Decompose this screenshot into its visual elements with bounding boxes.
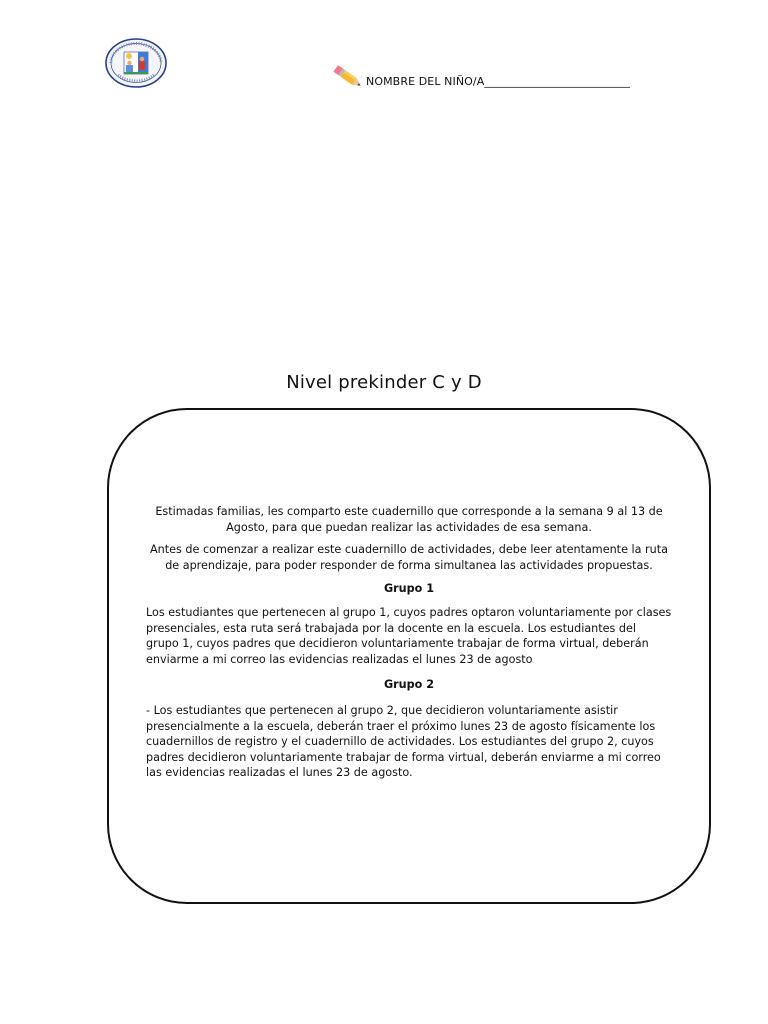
page-title: Nivel prekinder C y D <box>286 372 482 393</box>
group1-paragraph: Los estudiantes que pertenecen al grupo 1, cuyos padres optaron voluntariamente por clases presenciales, esta ruta será trabajada por la docente en la escuela. Los estudiantes del grupo 1, cuyos padres que decidieron voluntariamente trabajar de forma virtual, deberán enviarme a mi correo las evidencias realizadas el lunes 23 de agosto <box>146 605 672 666</box>
instructions-content <box>146 504 672 781</box>
instructions-paragraph: Antes de comenzar a realizar este cuadernillo de actividades, debe leer atentamente la ruta de aprendizaje, para poder responder de forma simultanea las actividades propuestas. <box>150 543 668 572</box>
group2-heading: Grupo 2 <box>383 678 435 692</box>
school-logo <box>104 37 168 89</box>
pencil-icon <box>332 63 364 91</box>
group1-heading: Grupo 1 <box>383 582 435 596</box>
group2-paragraph: - Los estudiantes que pertenecen al grupo 2, que decidieron voluntariamente asistir presencialmente a la escuela, deberán traer el próximo lunes 23 de agosto físicamente los cuadernillos de registro y el cuadernillo de actividades. Los estudiantes del grupo 2, cuyos padres decidieron voluntariamente trabajar de forma virtual, deberán enviarme a mi correo las evidencias realizadas el lunes 23 de agosto. <box>146 703 661 780</box>
student-name-label: NOMBRE DEL NIÑO/A__________________________ <box>366 74 630 88</box>
student-name-field <box>332 62 630 92</box>
intro-paragraph: Estimadas familias, les comparto este cuadernillo que corresponde a la semana 9 al 13 de Agosto, para que puedan realizar las actividades de esa semana. <box>155 505 663 534</box>
